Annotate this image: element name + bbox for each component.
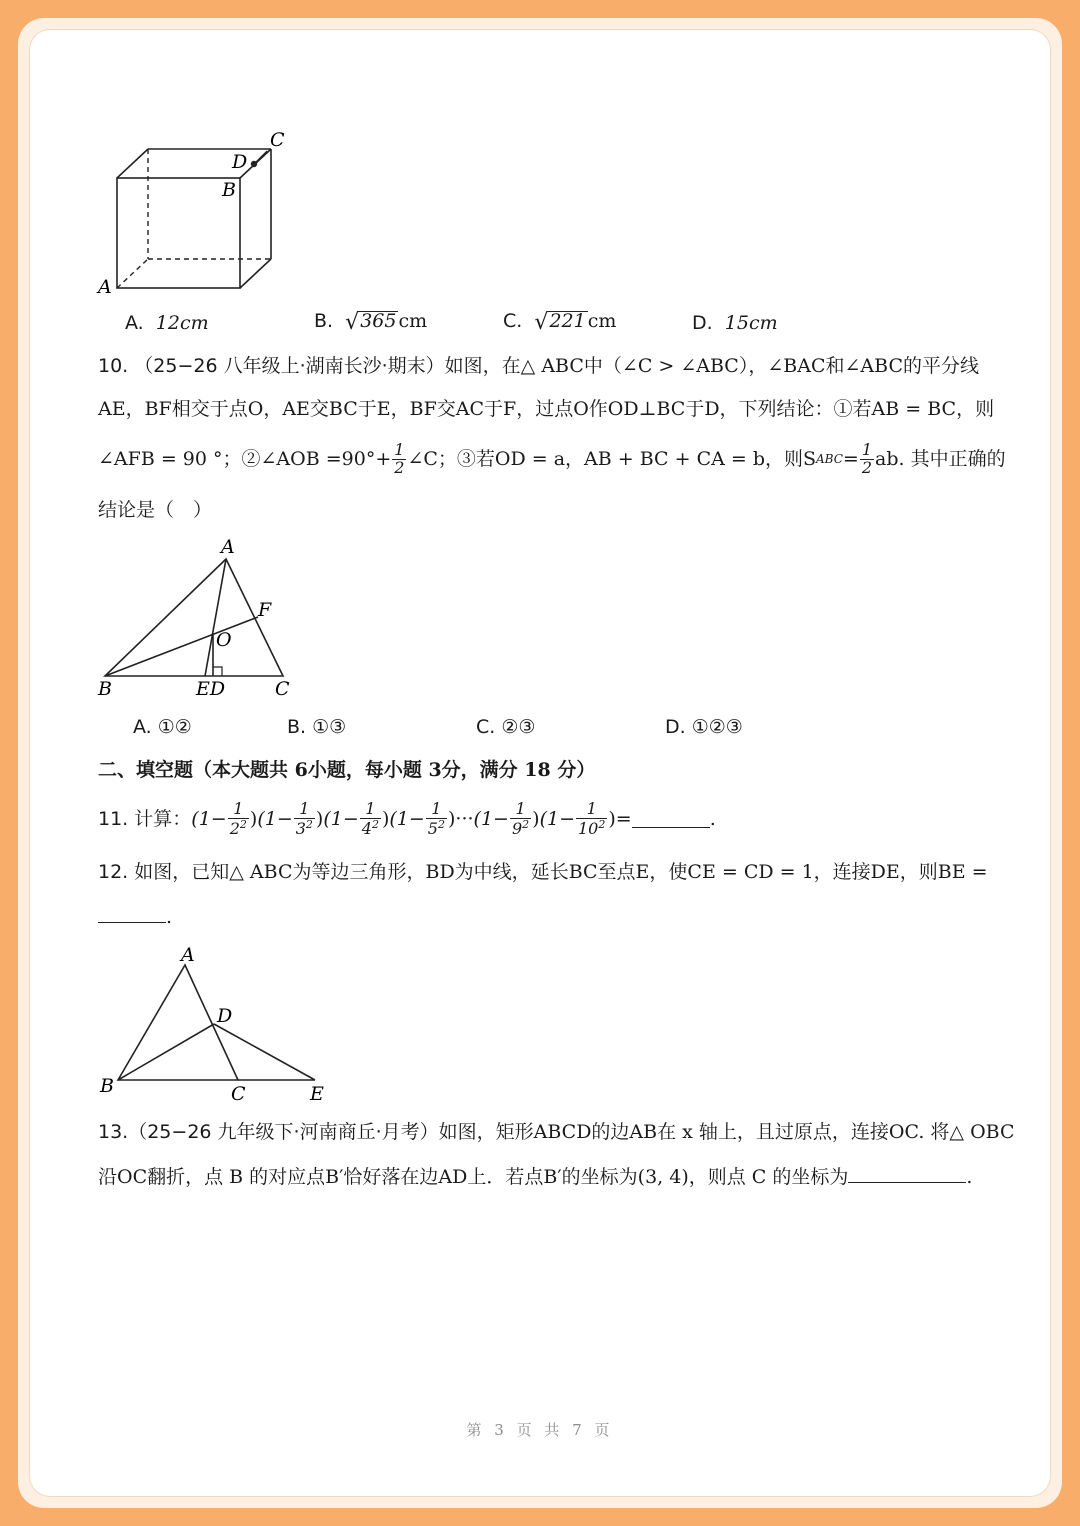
fraction-term: $\frac{1}{10^2}$ — [577, 798, 606, 838]
triangle-abc-figure — [95, 535, 310, 703]
q11-line: 11. 计算： (1− $\frac{1}{2^2}$ ) (1− $\frac{1}{3^2}$ ) (1− $\frac{1}{4^2}$ ) (1− $\frac{1}{5^2}$ ) ··· (1− $\frac{1}{9^2}$ ) (1− $\frac{1}{10^2}$ ) = . — [98, 798, 716, 838]
q10-option-b[interactable]: B. ①③ — [287, 716, 347, 738]
q10-line-4: 结论是（ ） — [98, 499, 213, 521]
fraction-term: $\frac{1}{3^2}$ — [295, 798, 313, 838]
label-d: D — [217, 1005, 233, 1027]
fraction-term: $\frac{1}{2^2}$ — [229, 798, 247, 838]
label-a: A — [181, 944, 195, 966]
section-heading: 二、填空题（本大题共 6小题，每小题 3分，满分 18 分） — [98, 759, 596, 781]
right-angle-mark — [213, 667, 222, 676]
fraction-term: $\frac{1}{4^2}$ — [361, 798, 379, 838]
answer-blank[interactable] — [98, 906, 166, 923]
q10-option-a[interactable]: A. ①② — [133, 716, 192, 738]
label-a: A — [98, 276, 112, 298]
label-d: D — [232, 151, 248, 173]
q10-option-d[interactable]: D. ①②③ — [665, 716, 743, 738]
label-c: C — [270, 129, 285, 151]
answer-blank[interactable] — [848, 1166, 966, 1183]
label-c: C — [275, 678, 290, 700]
segment-de — [214, 1024, 315, 1080]
label-ed: ED — [196, 678, 226, 700]
fraction-one-half: $\frac{1}{2}$ — [394, 439, 405, 477]
label-a: A — [221, 536, 235, 558]
cuboid-edge — [117, 149, 148, 178]
label-b: B — [98, 678, 112, 700]
cuboid-hidden-edge — [117, 259, 148, 288]
label-f: F — [258, 599, 272, 621]
q9-option-a[interactable]: A. 12cm — [125, 312, 209, 334]
page-number: 第 3 页 共 7 页 — [466, 1421, 614, 1439]
q9-option-b[interactable]: B. √365 cm — [314, 310, 428, 335]
cuboid-edge — [240, 259, 271, 288]
fraction-term: $\frac{1}{9^2}$ — [511, 798, 530, 838]
q12-line-2: . — [98, 906, 172, 927]
label-e: E — [310, 1083, 324, 1105]
label-b: B — [100, 1075, 114, 1097]
q9-option-d[interactable]: D. 15cm — [692, 312, 778, 334]
cuboid-figure — [95, 125, 305, 300]
q10-option-c[interactable]: C. ②③ — [476, 716, 536, 738]
q13-line-2: 沿OC翻折，点 B 的对应点B′恰好落在边AD上．若点B′的坐标为(3, 4)，则点 C 的坐标为 . — [98, 1166, 973, 1188]
fraction-one-half: $\frac{1}{2}$ — [861, 439, 873, 477]
label-o: O — [216, 629, 232, 651]
q13-line-1: 13.（25−26 九年级下·河南商丘·月考）如图，矩形ABCD的边AB在 x 轴上，且过原点，连接OC. 将△ OBC — [98, 1121, 1015, 1143]
q10-line-1: 10. （25−26 八年级上·湖南长沙·期末）如图，在△ ABC中（∠C > ∠ABC），∠BAC和∠ABC的平分线 — [98, 355, 979, 377]
fraction-term: $\frac{1}{5^2}$ — [427, 798, 445, 838]
q9-option-c[interactable]: C. √221 cm — [503, 310, 617, 335]
label-c: C — [231, 1083, 246, 1105]
q12-line-1: 12. 如图，已知△ ABC为等边三角形，BD为中线，延长BC至点E，使CE = CD = 1，连接DE，则BE = — [98, 861, 988, 883]
q10-line-2: AE，BF相交于点O，AE交BC于E，BF交AC于F，过点O作OD⊥BC于D，下列结论：①若AB = BC，则 — [98, 398, 995, 420]
cuboid-segment — [254, 151, 267, 164]
answer-blank[interactable] — [632, 811, 710, 828]
equilateral-triangle-figure — [95, 940, 340, 1110]
segment-bd — [118, 1024, 214, 1080]
q10-line-3: ∠AFB = 90 °；②∠AOB =90°+ $\frac{1}{2}$ ∠C；③若OD = a，AB + BC + CA = b，则S ABC = $\frac{1}{2}$ ab. 其中正确的 — [98, 439, 1006, 477]
segment-bf — [105, 617, 258, 676]
label-b: B — [222, 179, 236, 201]
